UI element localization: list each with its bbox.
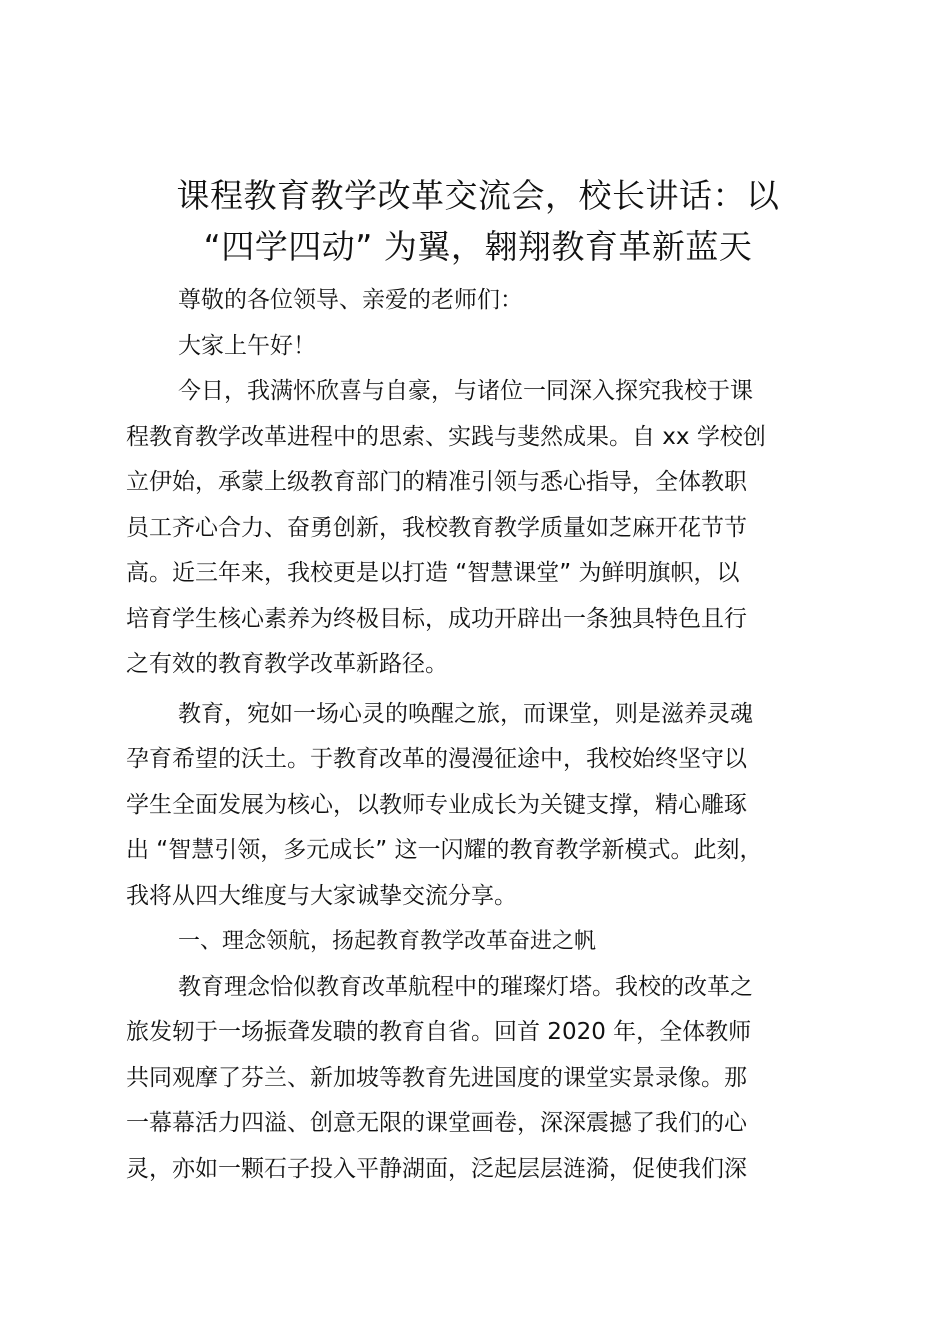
paragraph-line: 立伊始，承蒙上级教育部门的精准引领与悉心指导，全体教职	[126, 469, 747, 495]
title-line-2: “四学四动” 为翼，翱翔教育革新蓝天	[203, 227, 753, 266]
paragraph-line: 一幕幕活力四溢、创意无限的课堂画卷，深深震撼了我们的心	[126, 1110, 747, 1136]
document-body	[126, 278, 830, 1192]
document-title	[126, 170, 830, 272]
salutation: 尊敬的各位领导、亲爱的老师们：	[178, 287, 523, 313]
section-heading: 一、理念领航，扬起教育教学改革奋进之帆	[178, 929, 597, 954]
paragraph-1	[126, 369, 830, 688]
paragraph-line: 培育学生核心素养为终极目标，成功开辟出一条独具特色且行	[126, 605, 747, 632]
paragraph-line: 我将从四大维度与大家诚挚交流分享。	[126, 882, 517, 909]
paragraph-line: 旅发轫于一场振聋发聩的教育自省。回首 2020 年，全体教师	[126, 1019, 752, 1045]
paragraph-line: 高。近三年来，我校更是以打造 “智慧课堂” 为鲜明旗帜，以	[126, 560, 740, 586]
paragraph-line: 程教育教学改革进程中的思索、实践与斐然成果。自 xx 学校创	[126, 423, 766, 450]
paragraph-line: 员工齐心合力、奋勇创新，我校教育教学质量如芝麻开花节节	[126, 514, 747, 541]
paragraph-line: 教育，宛如一场心灵的唤醒之旅，而课堂，则是滋养灵魂	[178, 700, 753, 727]
paragraph-line: 共同观摩了芬兰、新加坡等教育先进国度的课堂实景录像。那	[126, 1064, 747, 1091]
paragraph-line: 教育理念恰似教育改革航程中的璀璨灯塔。我校的改革之	[178, 973, 753, 1000]
paragraph-line: 孕育希望的沃土。于教育改革的漫漫征途中，我校始终坚守以	[126, 746, 747, 772]
paragraph-2	[126, 692, 830, 920]
title-line-1: 课程教育教学改革交流会，校长讲话：以	[176, 176, 780, 215]
greeting: 大家上午好！	[178, 332, 316, 359]
paragraph-3	[126, 965, 830, 1193]
paragraph-line: 学生全面发展为核心，以教师专业成长为关键支撑，精心雕琢	[126, 791, 747, 818]
paragraph-line: 之有效的教育教学改革新路径。	[126, 651, 448, 677]
paragraph-line: 出 “智慧引领，多元成长” 这一闪耀的教育教学新模式。此刻，	[126, 837, 763, 863]
paragraph-line: 灵，亦如一颗石子投入平静湖面，泛起层层涟漪，促使我们深	[126, 1155, 747, 1182]
paragraph-line: 今日，我满怀欣喜与自豪，与诸位一同深入探究我校于课	[178, 378, 753, 404]
